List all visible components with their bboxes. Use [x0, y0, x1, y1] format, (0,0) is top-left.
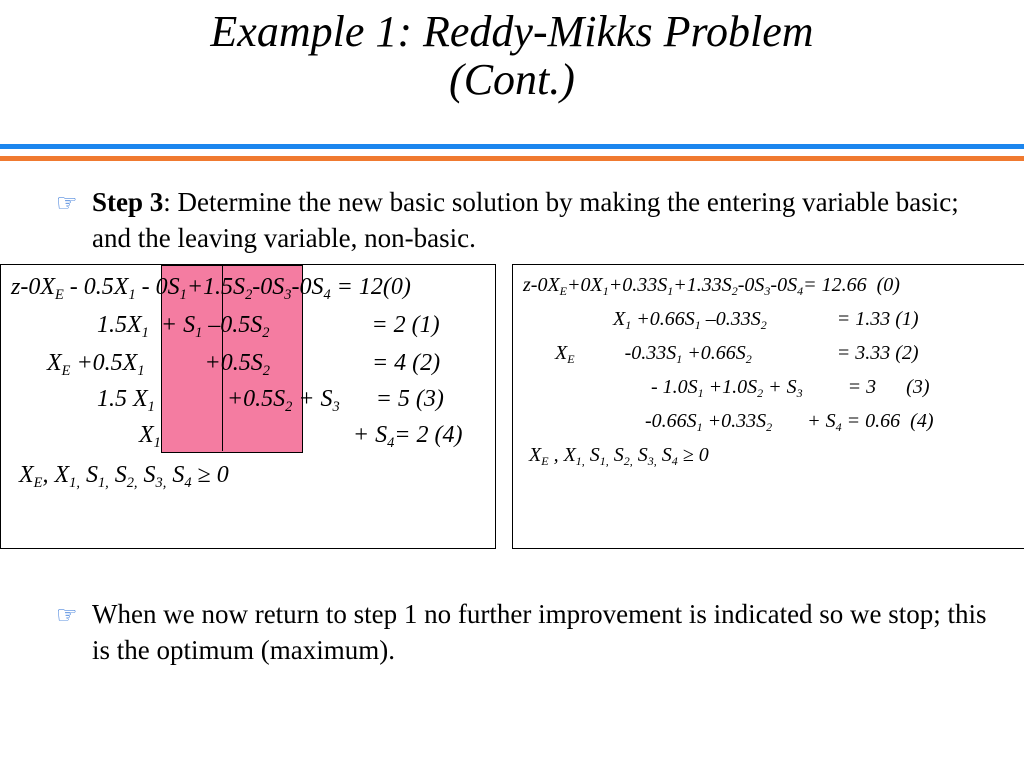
equations-box-after [512, 264, 1024, 549]
pointing-hand-icon: ☞ [56, 191, 78, 217]
bullet-step-3 [56, 184, 996, 256]
non-negativity-row: $X_E$, $X_{1,}$ $S_{1,}$ $S_{2,}$ $S_{3,}$ $S_4 \ge 0$ [19, 462, 229, 492]
equation-row-4: $X_1$ + $S_4= 2$ (4) [139, 422, 463, 452]
page-title [0, 8, 1024, 104]
equations-box-before [0, 264, 496, 549]
equation-row-1: $X_1 +0.66S_1$ $-0.33S_2$ = 1.33 (1) [613, 308, 919, 333]
non-negativity-row: $X_E$ , $X_{1,}$ $S_{1,}$ $S_{2,}$ $S_{3,}$ $S_4 \ge 0$ [529, 444, 709, 469]
pointing-hand-icon: ☞ [56, 603, 78, 629]
conclusion-text: When we now return to step 1 no further improvement is indicated so we stop; this is the optimum (maximum). [92, 599, 987, 665]
equation-row-3: - $1.0S_1 +1.0S_2 + S_3$ = 3 (3) [651, 376, 930, 401]
title-divider-blue [0, 144, 1024, 149]
equation-row-0: $z-0X_E - 0.5X_1 - 0S_1+1.5S_2-0S_3-0S_4 = 12(0)$ [11, 274, 411, 304]
title-divider-orange [0, 156, 1024, 161]
equation-row-2: $X_E +0.5X_1$ $+0.5S_2$ = 4 (2) [47, 350, 441, 380]
step-description: : Determine the new basic solution by making the entering variable basic; and the leaving variable, non-basic. [92, 187, 959, 253]
title-line-2: (Cont.) [449, 55, 575, 104]
equation-row-1: $1.5X_1 + S_1$ $-0.5S_2$ = 2 (1) [97, 312, 440, 342]
equation-row-0: $z-0X_E+0X_1+0.33S_1+1.33S_2-0S_3-0S_4= 12.66$ (0) [523, 274, 900, 299]
step-label: Step 3 [92, 187, 164, 217]
equation-row-2: $X_E$ $-0.33S_1 +0.66S_2$ = 3.33 (2) [555, 342, 919, 367]
equation-row-3: 1.5 $X_1$ $+0.5S_2 + S_3$ = 5 (3) [97, 386, 444, 416]
equation-row-4: $-0.66S_1 +0.33S_2$ + $S_4 = 0.66$ (4) [645, 410, 934, 435]
bullet-conclusion [56, 596, 996, 668]
title-line-1: Example 1: Reddy-Mikks Problem [210, 7, 814, 56]
